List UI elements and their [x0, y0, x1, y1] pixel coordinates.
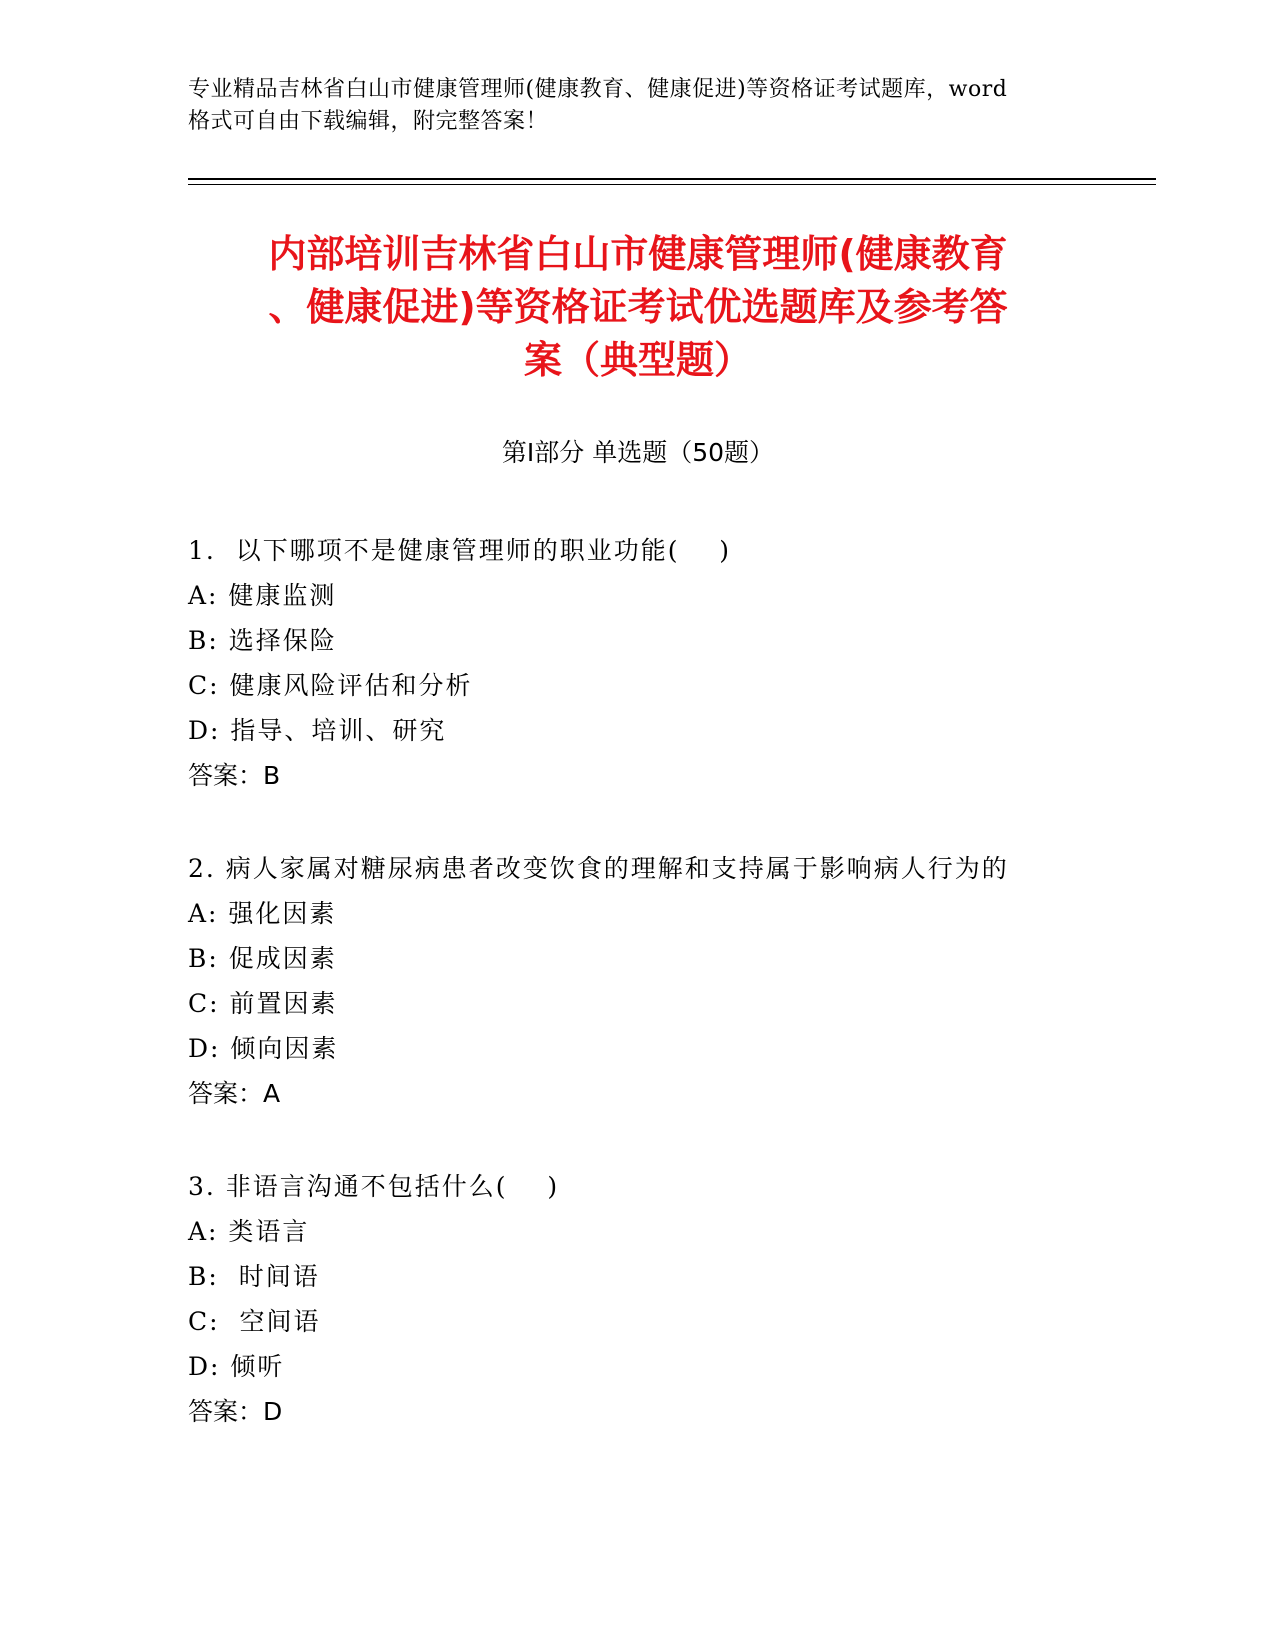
- option-a: A: 类语言: [188, 1217, 310, 1246]
- question-list: [188, 528, 1128, 1482]
- document-title-line-1: 内部培训吉林省白山市健康管理师(健康教育: [268, 232, 1008, 276]
- header-note-line-2: 格式可自由下载编辑，附完整答案！: [188, 109, 549, 134]
- option-b: B: 选择保险: [188, 626, 337, 655]
- document-title: [188, 228, 1088, 387]
- option-d: D: 倾听: [188, 1352, 285, 1381]
- option-b: B: 促成因素: [188, 944, 337, 973]
- option-d: D: 指导、培训、研究: [188, 716, 447, 745]
- document-title-line-3: 案（典型题）: [523, 338, 752, 382]
- header-divider-thin: [188, 184, 1156, 185]
- question-stem: 2. 病人家属对糖尿病患者改变饮食的理解和支持属于影响病人行为的: [188, 854, 1009, 883]
- option-a: A: 健康监测: [188, 581, 337, 610]
- header-divider-thick: [188, 178, 1156, 180]
- document-title-line-2: 、健康促进)等资格证考试优选题库及参考答: [268, 285, 1008, 329]
- question-stem: 3. 非语言沟通不包括什么( ): [188, 1172, 560, 1201]
- question-stem: 1. 以下哪项不是健康管理师的职业功能( ): [188, 536, 732, 565]
- question-2: [188, 846, 1128, 1116]
- question-3: [188, 1164, 1128, 1434]
- header-note-line-1: 专业精品吉林省白山市健康管理师(健康教育、健康促进)等资格证考试题库，word: [188, 77, 1008, 102]
- question-answer: 答案：D: [188, 1397, 283, 1426]
- question-1: [188, 528, 1128, 798]
- header-note: [188, 74, 1088, 138]
- option-c: C: 前置因素: [188, 989, 338, 1018]
- section-title: 第Ⅰ部分 单选题（50题）: [501, 438, 775, 467]
- option-c: C: 健康风险评估和分析: [188, 671, 473, 700]
- option-c: C: 空间语: [188, 1307, 321, 1336]
- question-answer: 答案：A: [188, 1079, 281, 1108]
- option-a: A: 强化因素: [188, 899, 337, 928]
- question-answer: 答案：B: [188, 761, 281, 790]
- option-b: B: 时间语: [188, 1262, 320, 1291]
- option-d: D: 倾向因素: [188, 1034, 339, 1063]
